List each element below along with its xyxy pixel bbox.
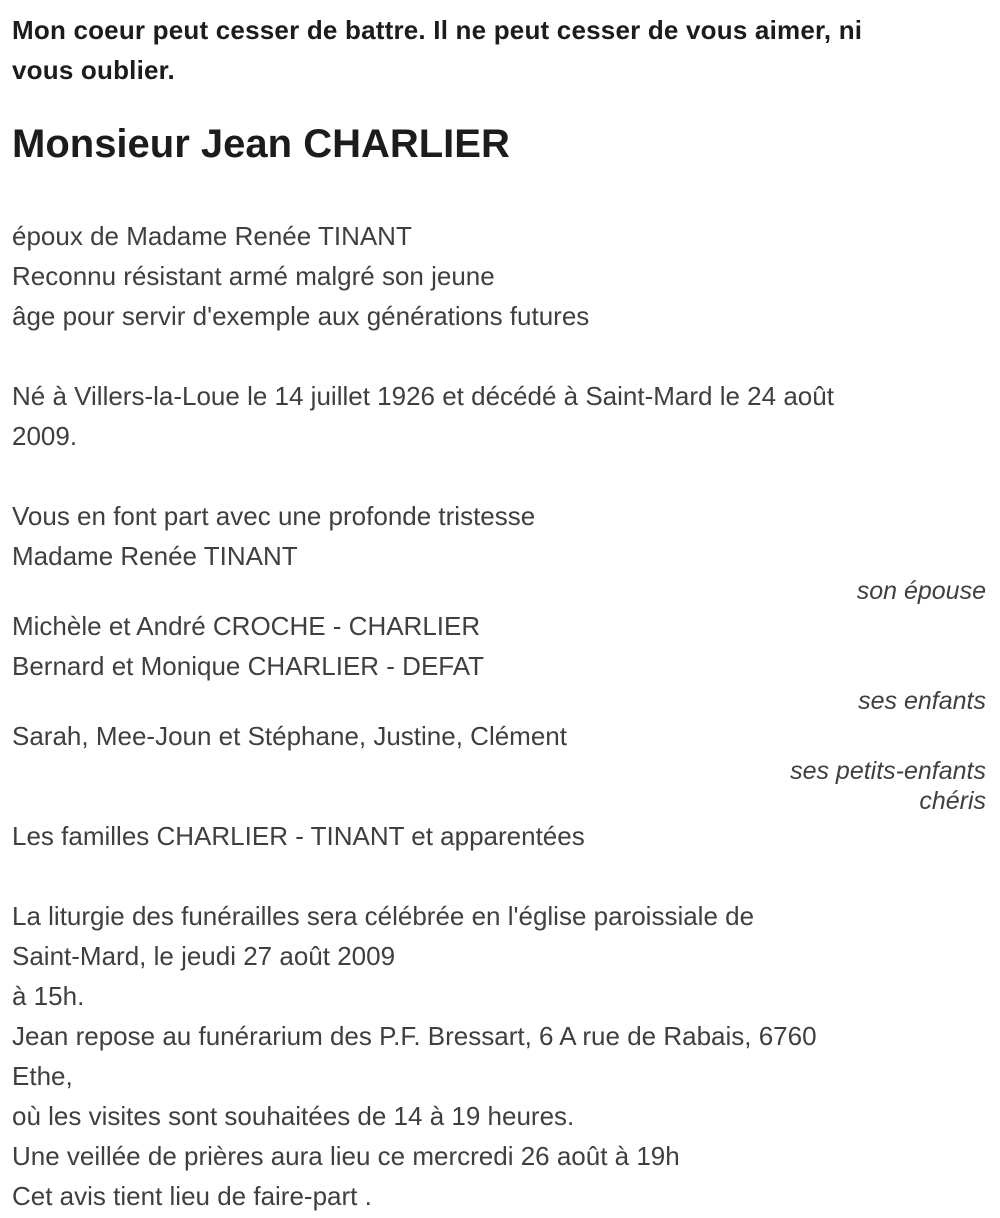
ceremony-line: Jean repose au funérarium des P.F. Bressart, 6 A rue de Rabais, 6760 <box>12 1021 817 1051</box>
family-relation: son épouse <box>856 577 986 605</box>
intro-line: Reconnu résistant armé malgré son jeune <box>12 261 495 291</box>
ceremony-line: La liturgie des funérailles sera célébrée en l'église paroissiale de <box>12 901 755 931</box>
ceremony-line: à 15h. <box>12 981 85 1011</box>
epigraph-line: Mon coeur peut cesser de battre. Il ne peut cesser de vous aimer, ni <box>12 15 863 45</box>
family-name: Madame Renée TINANT <box>12 541 298 571</box>
ceremony-line: Saint-Mard, le jeudi 27 août 2009 <box>12 941 396 971</box>
deceased-name-title: Monsieur Jean CHARLIER <box>12 122 510 166</box>
family-relation: chéris <box>919 787 986 815</box>
ceremony-line: Cet avis tient lieu de faire-part . <box>12 1181 372 1211</box>
family-section <box>12 496 986 856</box>
intro-line: époux de Madame Renée TINANT <box>12 221 412 251</box>
ceremony-line: Une veillée de prières aura lieu ce mercredi 26 août à 19h <box>12 1141 680 1171</box>
family-name: Sarah, Mee-Joun et Stéphane, Justine, Clément <box>12 721 567 751</box>
family-name: Les familles CHARLIER - TINANT et apparentées <box>12 821 585 851</box>
ceremony-line: Ethe, <box>12 1061 73 1091</box>
family-name: Michèle et André CROCHE - CHARLIER <box>12 611 481 641</box>
epigraph <box>12 10 986 90</box>
life-dates-line: 2009. <box>12 421 78 451</box>
life-dates-section <box>12 376 986 456</box>
ceremony-section <box>12 896 986 1216</box>
intro-section <box>12 216 986 336</box>
intro-line: âge pour servir d'exemple aux générations futures <box>12 301 590 331</box>
life-dates-line: Né à Villers-la-Loue le 14 juillet 1926 et décédé à Saint-Mard le 24 août <box>12 381 834 411</box>
epigraph-line: vous oublier. <box>12 55 175 85</box>
ceremony-line: où les visites sont souhaitées de 14 à 19 heures. <box>12 1101 575 1131</box>
family-relation: ses petits-enfants <box>790 757 986 785</box>
family-relation: ses enfants <box>858 687 986 715</box>
announcement-line: Vous en font part avec une profonde tristesse <box>12 501 536 531</box>
family-name: Bernard et Monique CHARLIER - DEFAT <box>12 651 485 681</box>
